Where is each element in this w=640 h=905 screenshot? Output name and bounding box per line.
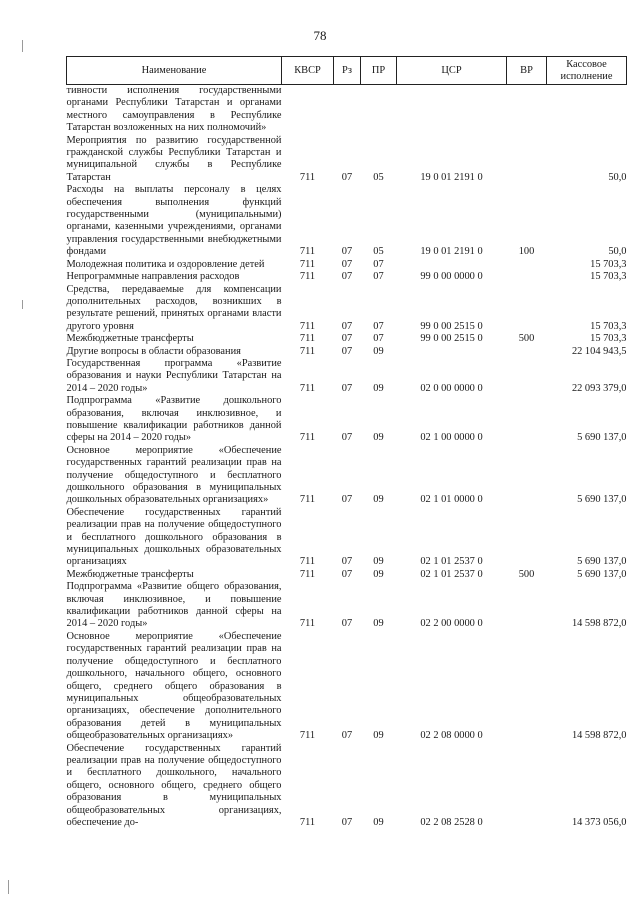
row-vr bbox=[507, 581, 547, 631]
table-row bbox=[67, 631, 627, 743]
row-amount: 15 703,3 bbox=[590, 271, 627, 283]
row-rz: 07 bbox=[341, 320, 353, 332]
row-csr: 19 0 01 2191 0 bbox=[420, 171, 483, 183]
row-amount: 5 690 137,0 bbox=[577, 494, 627, 506]
row-rz: 07 bbox=[341, 271, 353, 283]
row-name: Молодежная политика и оздоровление детей bbox=[66, 258, 265, 270]
row-vr bbox=[507, 271, 547, 283]
header-csr: ЦСР bbox=[397, 57, 507, 85]
row-pr bbox=[361, 85, 397, 135]
row-name: Подпрограмма «Развитие дошкольного образования, включая инклюзивное, и повышение квалификации работников данной сферы на 2014 – 2020 годы» bbox=[66, 395, 282, 444]
row-rz: 07 bbox=[341, 730, 353, 742]
table-row bbox=[67, 569, 627, 581]
table-header-row bbox=[67, 57, 627, 85]
row-vr bbox=[507, 358, 547, 395]
table-row bbox=[67, 743, 627, 830]
row-pr: 09 bbox=[373, 382, 384, 394]
row-kvsr: 711 bbox=[299, 171, 316, 183]
table-row bbox=[67, 333, 627, 345]
row-vr bbox=[507, 85, 547, 135]
table-row bbox=[67, 358, 627, 395]
row-csr: 02 1 01 0000 0 bbox=[420, 494, 483, 506]
row-rz: 07 bbox=[341, 816, 353, 828]
row-name: Основное мероприятие «Обеспечение государственных гарантий реализации прав на получение общедоступного и бесплатного дошкольного образования в муниципальных дошкольных образовательных организациях» bbox=[66, 444, 282, 506]
row-amount: 22 104 943,5 bbox=[571, 345, 627, 357]
row-pr: 09 bbox=[373, 618, 384, 630]
budget-execution-table bbox=[66, 56, 627, 829]
table-row bbox=[67, 581, 627, 631]
row-csr: 99 0 00 2515 0 bbox=[420, 333, 483, 345]
row-name: Средства, передаваемые для компенсации дополнительных расходов, возникших в результате решений, принятых органами власти другого уровня bbox=[66, 283, 282, 332]
table-row bbox=[67, 184, 627, 258]
row-pr: 09 bbox=[373, 432, 384, 444]
table-row bbox=[67, 85, 627, 135]
row-name: Расходы на выплаты персоналу в целях обеспечения выполнения функций государственными (муниципальными) органами, казенными учреждениями, органами управления государственными внебюджетными фондами bbox=[66, 184, 282, 258]
row-rz: 07 bbox=[341, 432, 353, 444]
row-kvsr: 711 bbox=[299, 258, 316, 270]
row-vr bbox=[507, 395, 547, 445]
row-pr: 05 bbox=[373, 246, 384, 258]
row-name: Основное мероприятие «Обеспечение государственных гарантий реализации прав на получение общедоступного и бесплатного дошкольного, начального общего, основного общего, среднего общего образования в муниципальных общеобразовательных организациях, обеспечение дополнительного образования детей в муниципальных общеобразовательных организациях» bbox=[66, 630, 282, 742]
row-amount: 50,0 bbox=[608, 246, 627, 258]
row-kvsr: 711 bbox=[299, 556, 316, 568]
row-csr: 02 2 08 2528 0 bbox=[420, 816, 483, 828]
row-name: Подпрограмма «Развитие общего образования, включая инклюзивное, и повышение квалификации работников данной сферы на 2014 – 2020 годы» bbox=[66, 581, 282, 630]
row-amount: 5 690 137,0 bbox=[577, 556, 627, 568]
table-row bbox=[67, 346, 627, 358]
row-name: Другие вопросы в области образования bbox=[66, 345, 241, 357]
row-vr bbox=[507, 631, 547, 743]
row-csr: 02 1 00 0000 0 bbox=[420, 432, 483, 444]
row-vr bbox=[507, 507, 547, 569]
row-pr: 07 bbox=[373, 258, 384, 270]
row-kvsr: 711 bbox=[299, 568, 316, 580]
table-row bbox=[67, 507, 627, 569]
row-rz bbox=[334, 85, 361, 135]
row-pr: 09 bbox=[373, 730, 384, 742]
row-kvsr: 711 bbox=[299, 345, 316, 357]
row-pr: 07 bbox=[373, 271, 384, 283]
row-amount: 5 690 137,0 bbox=[577, 432, 627, 444]
row-pr: 07 bbox=[373, 320, 384, 332]
header-amount: Кассовое исполнение bbox=[547, 57, 627, 85]
row-csr: 02 2 00 0000 0 bbox=[420, 618, 483, 630]
row-name: Межбюджетные трансферты bbox=[66, 333, 194, 345]
row-vr bbox=[507, 284, 547, 334]
table-row bbox=[67, 259, 627, 271]
row-vr bbox=[507, 346, 547, 358]
row-rz: 07 bbox=[341, 333, 353, 345]
row-name: Обеспечение государственных гарантий реализации прав на получение общедоступного и бесплатного дошкольного образования в муниципальных дошкольных образовательных организациях bbox=[66, 506, 282, 568]
header-pr: ПР bbox=[361, 57, 397, 85]
table-row bbox=[67, 135, 627, 185]
row-rz: 07 bbox=[341, 258, 353, 270]
row-vr bbox=[507, 743, 547, 830]
row-pr: 09 bbox=[373, 556, 384, 568]
row-vr bbox=[507, 259, 547, 271]
header-vr: ВР bbox=[507, 57, 547, 85]
scan-edge-mark bbox=[22, 40, 23, 52]
table-row bbox=[67, 271, 627, 283]
row-csr: 02 0 00 0000 0 bbox=[420, 382, 483, 394]
row-csr bbox=[397, 259, 507, 271]
row-amount: 5 690 137,0 bbox=[577, 568, 627, 580]
row-csr: 19 0 01 2191 0 bbox=[420, 246, 483, 258]
row-csr: 99 0 00 0000 0 bbox=[420, 271, 483, 283]
row-amount: 15 703,3 bbox=[590, 333, 627, 345]
row-name: Межбюджетные трансферты bbox=[66, 568, 194, 580]
row-rz: 07 bbox=[341, 345, 353, 357]
row-kvsr: 711 bbox=[299, 382, 316, 394]
row-pr: 09 bbox=[373, 345, 384, 357]
row-csr: 02 1 01 2537 0 bbox=[420, 568, 483, 580]
row-amount bbox=[547, 85, 627, 135]
row-amount: 14 373 056,0 bbox=[571, 816, 627, 828]
row-rz: 07 bbox=[341, 618, 353, 630]
row-kvsr: 711 bbox=[299, 271, 316, 283]
scan-edge-mark bbox=[8, 880, 9, 894]
row-rz: 07 bbox=[341, 382, 353, 394]
row-kvsr: 711 bbox=[299, 816, 316, 828]
row-rz: 07 bbox=[341, 556, 353, 568]
header-rz: Рз bbox=[334, 57, 361, 85]
row-pr: 05 bbox=[373, 171, 384, 183]
header-kvsr: КВСР bbox=[282, 57, 334, 85]
row-kvsr: 711 bbox=[299, 320, 316, 332]
row-name: Мероприятия по развитию государственной гражданской службы Республики Татарстан и муниципальной службы в Республике Татарстан bbox=[66, 134, 282, 183]
row-kvsr: 711 bbox=[299, 618, 316, 630]
scan-edge-mark bbox=[22, 300, 23, 309]
row-csr: 99 0 00 2515 0 bbox=[420, 320, 483, 332]
row-kvsr: 711 bbox=[299, 246, 316, 258]
table-row bbox=[67, 445, 627, 507]
row-amount: 14 598 872,0 bbox=[571, 618, 627, 630]
row-pr: 09 bbox=[373, 494, 384, 506]
row-pr: 09 bbox=[373, 816, 384, 828]
row-rz: 07 bbox=[341, 568, 353, 580]
row-rz: 07 bbox=[341, 246, 353, 258]
row-amount: 22 093 379,0 bbox=[571, 382, 627, 394]
row-vr bbox=[507, 135, 547, 185]
row-name: тивности исполнения государственными органами Республики Татарстан и органами местного самоуправления в Республике Татарстан возложенных на них полномочий» bbox=[66, 85, 282, 134]
header-name: Наименование bbox=[67, 57, 282, 85]
row-kvsr: 711 bbox=[299, 730, 316, 742]
row-vr: 100 bbox=[518, 246, 535, 258]
row-csr: 02 2 08 0000 0 bbox=[420, 730, 483, 742]
row-csr bbox=[397, 85, 507, 135]
row-kvsr: 711 bbox=[299, 494, 316, 506]
row-rz: 07 bbox=[341, 494, 353, 506]
row-amount: 15 703,3 bbox=[590, 320, 627, 332]
row-vr: 500 bbox=[518, 568, 535, 580]
row-pr: 09 bbox=[373, 568, 384, 580]
row-name: Государственная программа «Развитие образования и науки Республики Татарстан на 2014 – 2020 годы» bbox=[66, 357, 282, 394]
row-name: Обеспечение государственных гарантий реализации прав на получение общедоступного и бесплатного дошкольного, начального общего, основного общего, среднего общего образования в муниципальных общеобразовательных организациях, обеспечение до- bbox=[66, 742, 282, 828]
row-vr: 500 bbox=[518, 333, 535, 345]
row-csr bbox=[397, 346, 507, 358]
page-number: 78 bbox=[313, 28, 327, 43]
row-amount: 15 703,3 bbox=[590, 258, 627, 270]
table-row bbox=[67, 395, 627, 445]
row-kvsr bbox=[282, 85, 334, 135]
row-pr: 07 bbox=[373, 333, 384, 345]
row-rz: 07 bbox=[341, 171, 353, 183]
row-amount: 50,0 bbox=[608, 171, 627, 183]
row-amount: 14 598 872,0 bbox=[571, 730, 627, 742]
row-name: Непрограммные направления расходов bbox=[66, 271, 240, 283]
row-kvsr: 711 bbox=[299, 333, 316, 345]
row-kvsr: 711 bbox=[299, 432, 316, 444]
row-csr: 02 1 01 2537 0 bbox=[420, 556, 483, 568]
table-row bbox=[67, 284, 627, 334]
row-vr bbox=[507, 445, 547, 507]
